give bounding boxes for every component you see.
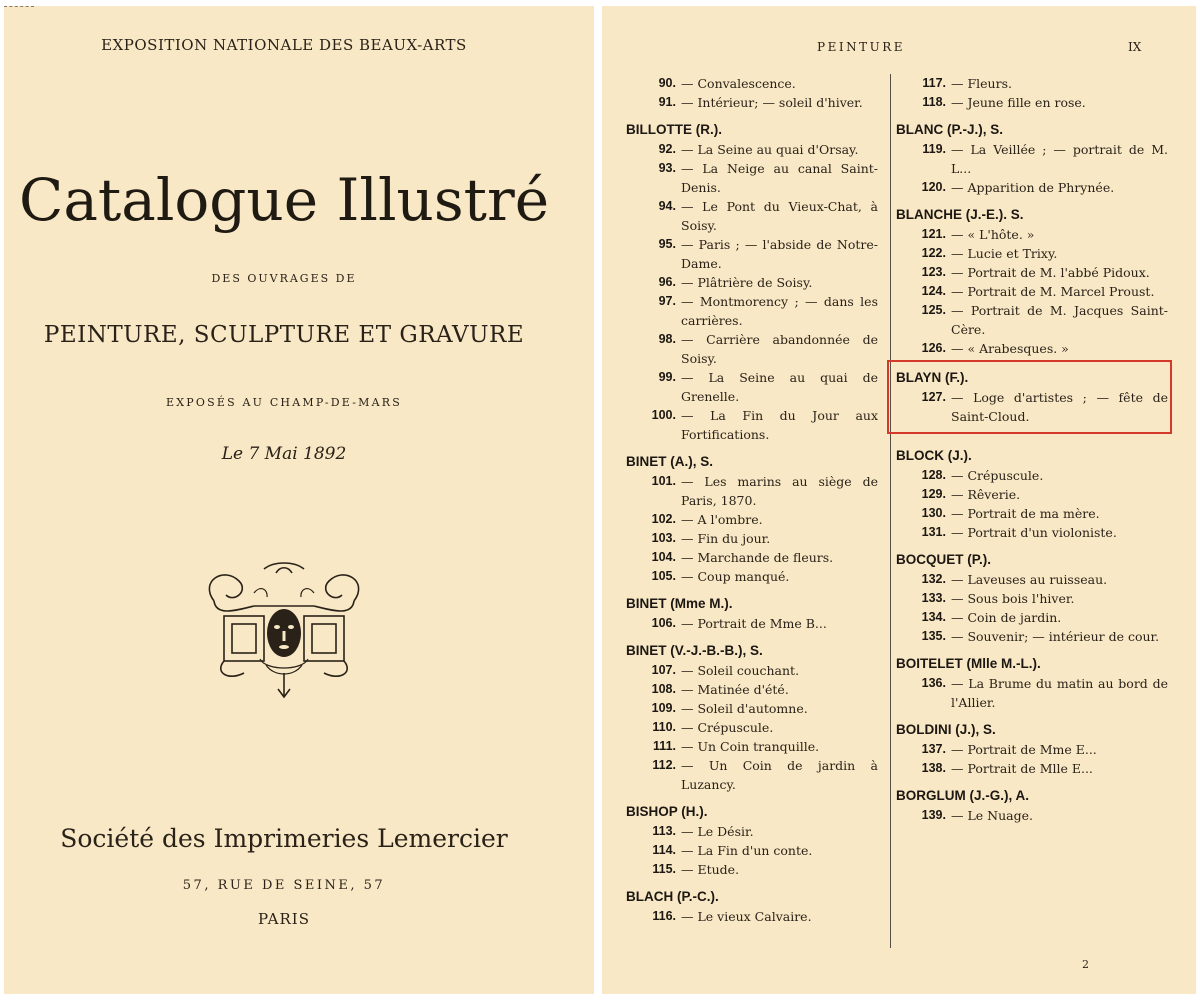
artist-entry [626,74,878,112]
work-title: — La Seine au quai d'Orsay. [681,142,859,157]
artist-name: BINET [626,596,667,611]
work-entry [626,197,878,235]
work-entry [626,699,878,718]
artist-qualifier: (F.). [945,370,969,385]
printer-address: 57, RUE DE SEINE, 57 [182,878,386,893]
artist-heading [896,550,1168,570]
work-number: 113. [652,824,676,838]
des-ouvrages-line: DES OUVRAGES DE [211,272,357,285]
work-entry [896,627,1168,646]
work-title: — Portrait de M. Jacques Saint-Cère. [951,303,1168,337]
artist-qualifier: (P.-C.). [677,889,719,904]
work-title: — Soleil d'automne. [681,701,808,716]
artist-entry [626,120,878,444]
work-number: 133. [921,591,946,605]
work-number: 99. [658,370,676,384]
work-title: — Le Pont du Vieux-Chat, à Soisy. [681,199,878,233]
artist-entry [626,594,878,633]
work-entry [626,406,878,444]
work-entry [896,263,1168,282]
work-entry [626,661,878,680]
work-title: — La Fin d'un conte. [681,843,813,858]
artist-heading [626,641,878,661]
work-number: 132. [921,572,946,586]
work-entry [896,759,1168,778]
work-title: — La Fin du Jour aux Fortifications. [681,408,878,442]
work-entry [626,472,878,510]
work-number: 125. [921,303,946,317]
work-title: — Portrait d'un violoniste. [951,525,1117,540]
work-number: 97. [658,294,676,308]
work-title: — Apparition de Phrynée. [951,180,1115,195]
work-entry [626,74,878,93]
work-entry [626,235,878,273]
work-title: — Loge d'artistes ; — fête de Saint-Cloud. [951,390,1168,424]
work-entry [626,567,878,586]
work-entry [896,339,1168,358]
work-number: 139. [921,808,946,822]
work-title: — Rêverie. [951,487,1021,502]
artist-name: BLANCHE [896,207,962,222]
work-entry [626,718,878,737]
ornamental-rule [4,6,34,7]
artist-heading [626,594,878,614]
work-number: 100. [651,408,676,422]
work-title: — Paris ; — l'abside de Notre-Dame. [681,237,878,271]
work-title: — Etude. [681,862,740,877]
work-title: — Fleurs. [951,76,1012,91]
work-title: — Coin de jardin. [951,610,1062,625]
catalogue-column-left [626,74,878,934]
work-entry [626,822,878,841]
work-entry [896,504,1168,523]
work-entry [896,388,1168,426]
work-entry [626,510,878,529]
disciplines-line: PEINTURE, SCULPTURE ET GRAVURE [43,322,525,348]
work-entry [896,301,1168,339]
artist-qualifier: (P.-J.), S. [947,122,1004,137]
work-entry [626,737,878,756]
artist-qualifier: (J.-E.). S. [965,207,1024,222]
work-number: 119. [922,142,946,156]
work-title: — A l'ombre. [681,512,763,527]
work-title: — Crépuscule. [951,468,1044,483]
artist-entry [896,446,1168,542]
work-title: — Portrait de ma mère. [951,506,1100,521]
work-number: 130. [921,506,946,520]
work-number: 123. [921,265,946,279]
work-title: — Coup manqué. [681,569,790,584]
work-title: — La Neige au canal Saint-Denis. [681,161,878,195]
printer-name: Société des Imprimeries Lemercier [60,824,508,853]
work-entry [896,178,1168,197]
work-entry [626,756,878,794]
artist-name: BOITELET [896,656,963,671]
artist-entry [626,802,878,879]
work-number: 90. [658,76,676,90]
catalogue-column-right [896,74,1168,833]
work-number: 106. [651,616,676,630]
artist-heading [896,368,1168,388]
artist-entry [896,720,1168,778]
artist-name: BLOCK [896,448,944,463]
work-title: — Le vieux Calvaire. [681,909,812,924]
work-entry [626,93,878,112]
work-number: 121. [921,227,946,241]
work-entry [896,140,1168,178]
artist-entry [896,786,1168,825]
work-title: — Carrière abandonnée de Soisy. [681,332,878,366]
work-title: — Jeune fille en rose. [951,95,1086,110]
artist-qualifier: (H.). [681,804,708,819]
work-title: — « L'hôte. » [951,227,1035,242]
work-number: 115. [652,862,676,876]
work-number: 120. [921,180,946,194]
artist-name: BINET [626,643,667,658]
artist-entry [626,887,878,926]
artist-heading [626,452,878,472]
work-number: 91. [658,95,676,109]
work-number: 118. [922,95,946,109]
work-number: 134. [921,610,946,624]
work-entry [626,330,878,368]
artist-qualifier: (A.), S. [670,454,714,469]
work-title: — « Arabesques. » [951,341,1069,356]
work-entry [626,529,878,548]
work-number: 122. [921,246,946,260]
artist-qualifier: (J.), S. [955,722,996,737]
artist-name: BLACH [626,889,674,904]
artist-heading [896,720,1168,740]
work-title: — Montmorency ; — dans les carrières. [681,294,878,328]
artist-name: BOLDINI [896,722,952,737]
work-title: — Intérieur; — soleil d'hiver. [681,95,863,110]
work-title: — Le Désir. [681,824,754,839]
work-number: 116. [652,909,676,923]
artist-qualifier: (P.). [967,552,992,567]
work-number: 105. [651,569,676,583]
work-number: 103. [651,531,676,545]
artist-name: BORGLUM [896,788,966,803]
work-number: 96. [658,275,676,289]
exposes-line: EXPOSÉS AU CHAMP-DE-MARS [166,396,402,409]
work-entry [896,674,1168,712]
work-number: 126. [921,341,946,355]
work-title: — La Seine au quai de Grenelle. [681,370,878,404]
footer-page-number: 2 [1082,958,1089,971]
artist-name: BISHOP [626,804,678,819]
work-number: 94. [658,199,676,213]
work-title: — Un Coin de jardin à Luzancy. [681,758,878,792]
work-number: 92. [658,142,676,156]
artist-entry [626,641,878,794]
work-entry [896,589,1168,608]
work-entry [626,273,878,292]
work-number: 117. [922,76,946,90]
work-entry [896,485,1168,504]
work-title: — Laveuses au ruisseau. [951,572,1108,587]
work-entry [896,523,1168,542]
title-page [4,6,594,994]
work-title: — Lucie et Trixy. [951,246,1058,261]
artist-name: BLANC [896,122,944,137]
work-entry [626,841,878,860]
artist-name: BINET [626,454,667,469]
work-entry [896,570,1168,589]
artist-qualifier: (J.). [947,448,972,463]
work-entry [626,860,878,879]
work-number: 111. [653,739,676,753]
work-number: 98. [658,332,676,346]
work-entry [896,740,1168,759]
artist-qualifier: (Mlle M.-L.). [966,656,1041,671]
work-entry [626,368,878,406]
work-number: 101. [651,474,676,488]
work-number: 128. [921,468,946,482]
work-title: — Portrait de M. l'abbé Pidoux. [951,265,1150,280]
work-title: — Plâtrière de Soisy. [681,275,813,290]
page-number-roman: IX [1128,40,1142,54]
work-title: — Fin du jour. [681,531,771,546]
artist-heading [626,802,878,822]
work-number: 135. [921,629,946,643]
artist-heading [896,120,1168,140]
artist-entry [626,452,878,586]
work-title: — Portrait de Mme E... [951,742,1097,757]
work-entry [896,282,1168,301]
artist-heading [626,887,878,907]
running-head: PEINTURE [817,40,905,54]
work-entry [626,680,878,699]
artist-name: BOCQUET [896,552,964,567]
artist-qualifier: (J.-G.), A. [969,788,1030,803]
artist-heading [896,786,1168,806]
work-number: 114. [652,843,676,857]
artist-name: BLAYN [896,370,942,385]
catalogue-title: Catalogue Illustré [18,166,550,234]
work-title: — Marchande de fleurs. [681,550,834,565]
work-entry [896,74,1168,93]
work-title: — La Brume du matin au bord de l'Allier. [951,676,1168,710]
artist-entry [896,550,1168,646]
artist-entry [896,368,1168,426]
exhibition-date: Le 7 Mai 1892 [221,444,347,464]
work-entry [896,244,1168,263]
column-divider [890,74,891,948]
work-entry [626,548,878,567]
work-entry [626,292,878,330]
work-title: — La Veillée ; — portrait de M. L... [951,142,1168,176]
artist-heading [896,446,1168,466]
work-number: 124. [921,284,946,298]
artist-heading [896,205,1168,225]
work-entry [896,225,1168,244]
work-number: 131. [921,525,946,539]
work-entry [896,93,1168,112]
work-number: 104. [651,550,676,564]
work-title: — Crépuscule. [681,720,774,735]
catalogue-page [602,6,1196,994]
work-number: 108. [651,682,676,696]
work-number: 112. [652,758,676,772]
work-title: — Souvenir; — intérieur de cour. [951,629,1160,644]
ornament-mascaron-icon [194,561,374,701]
printer-city: PARIS [257,910,311,928]
artist-entry [896,120,1168,197]
work-entry [896,806,1168,825]
artist-entry [896,74,1168,112]
work-number: 127. [921,390,946,404]
artist-qualifier: (Mme M.). [670,596,733,611]
artist-entry [896,654,1168,712]
work-number: 110. [652,720,676,734]
work-number: 93. [658,161,676,175]
artist-qualifier: (V.-J.-B.-B.), S. [670,643,763,658]
work-title: — Matinée d'été. [681,682,789,697]
work-number: 95. [658,237,676,251]
work-number: 137. [921,742,946,756]
work-entry [626,159,878,197]
work-number: 136. [921,676,946,690]
work-number: 102. [651,512,676,526]
work-number: 107. [651,663,676,677]
work-number: 138. [921,761,946,775]
work-entry [626,140,878,159]
work-entry [626,907,878,926]
work-title: — Les marins au siège de Paris, 1870. [681,474,878,508]
work-number: 129. [921,487,946,501]
exhibition-title: EXPOSITION NATIONALE DES BEAUX-ARTS [101,36,467,54]
work-entry [896,608,1168,627]
work-title: — Le Nuage. [951,808,1033,823]
work-title: — Sous bois l'hiver. [951,591,1075,606]
work-title: — Portrait de Mlle E... [951,761,1093,776]
work-number: 109. [651,701,676,715]
work-title: — Convalescence. [681,76,796,91]
artist-name: BILLOTTE [626,122,692,137]
work-title: — Soleil couchant. [681,663,800,678]
work-entry [626,614,878,633]
artist-qualifier: (R.). [695,122,723,137]
work-title: — Portrait de Mme B... [681,616,827,631]
work-entry [896,466,1168,485]
artist-entry [896,205,1168,358]
work-title: — Un Coin tranquille. [681,739,820,754]
work-title: — Portrait de M. Marcel Proust. [951,284,1155,299]
artist-heading [626,120,878,140]
artist-heading [896,654,1168,674]
